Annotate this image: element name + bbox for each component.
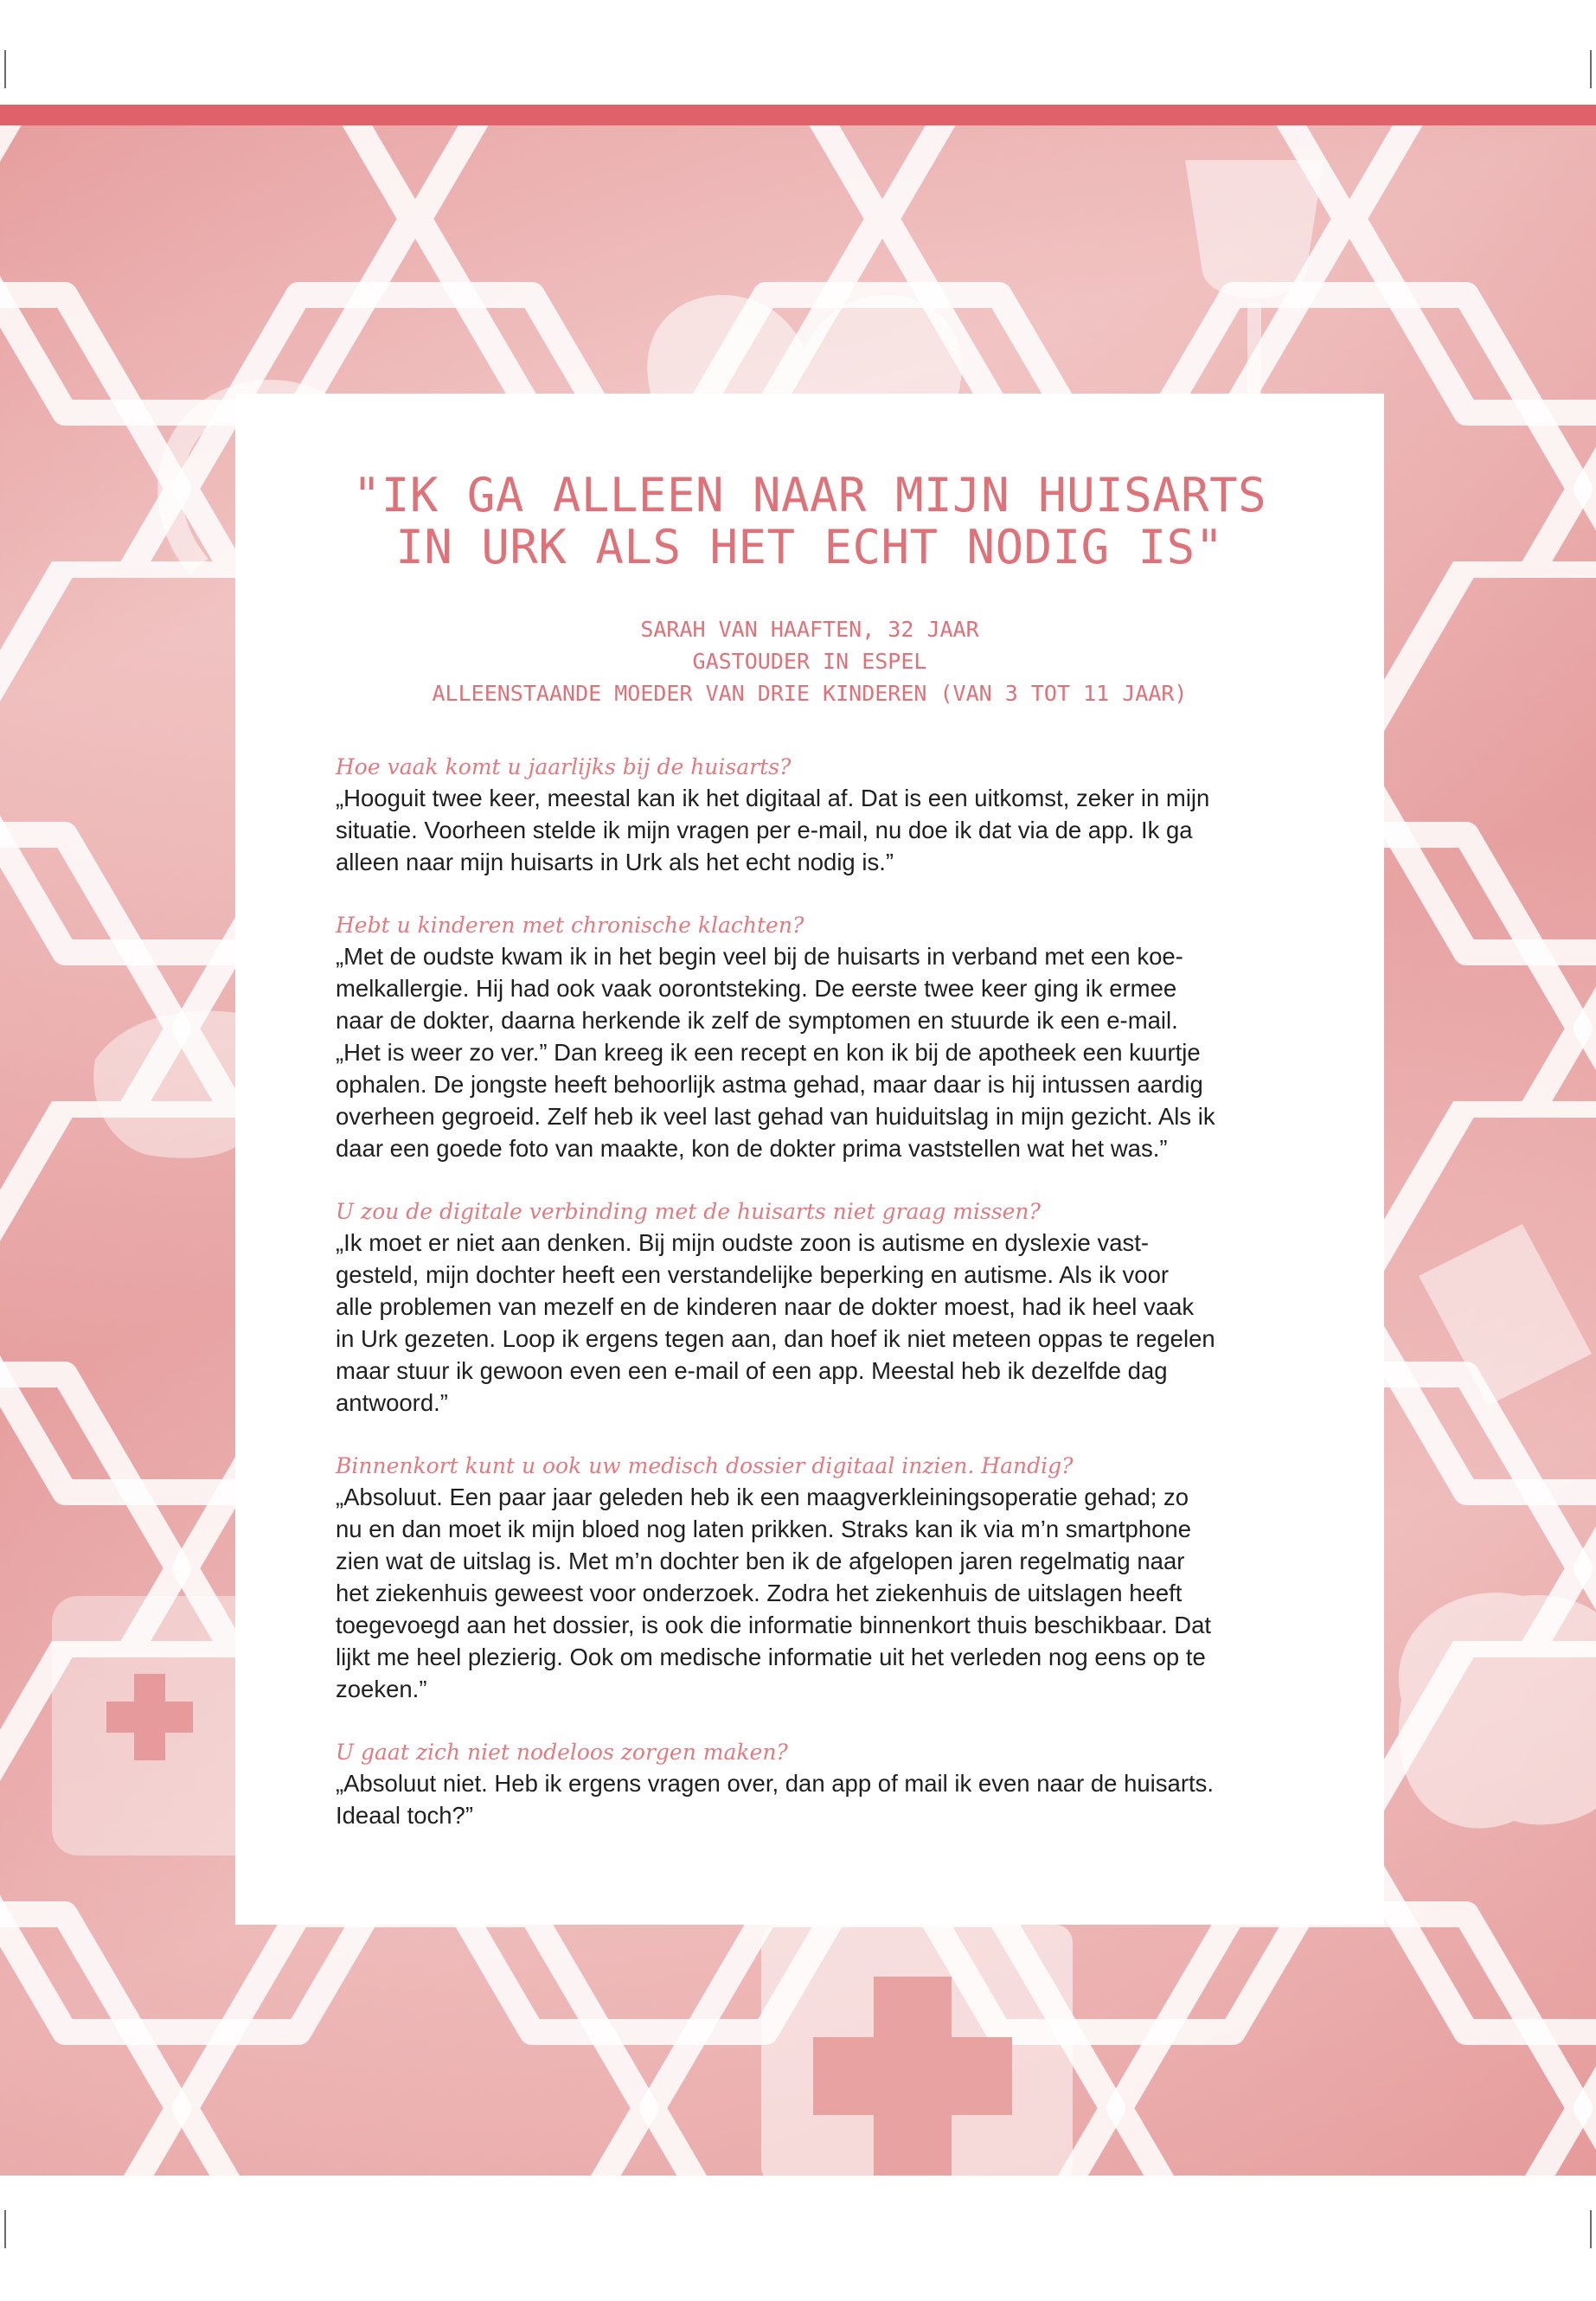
qa-block-5: [336, 1738, 1284, 1831]
answer-text: „Absoluut. Een paar jaar geleden heb ik een maagverkleiningsoperatie gehad; zo nu en dan moet ik mijn bloed nog laten prikken. Straks kan ik via m’n smartphone zien wat de uitslag is. Met m’n dochter ben ik de afgelopen jaren regelmatig naar het ziekenhuis geweest voor onderzoek. Zodra het ziekenhuis de uitslagen heeft toegevoegd aan het dossier, is ook die informatie binnenkort thuis beschikbaar. Dat lijkt me heel plezierig. Ook om medische informatie uit het verleden nog eens op te zoeken.”: [336, 1484, 1212, 1702]
qa-block-4: [336, 1452, 1284, 1705]
question-text: U zou de digitale verbinding met de huisarts niet graag missen?: [336, 1199, 1041, 1224]
byline: [336, 613, 1284, 709]
answer-text: „Absoluut niet. Heb ik ergens vragen over, dan app of mail ik even naar de huisarts. Ideaal toch?”: [336, 1770, 1215, 1829]
qa-block-1: [336, 753, 1284, 878]
title-line-2: IN URK ALS HET ECHT NODIG IS": [395, 520, 1224, 574]
qa-block-3: [336, 1197, 1284, 1419]
byline-name: SARAH VAN HAAFTEN, 32 JAAR: [640, 617, 979, 642]
top-accent-stripe: [0, 105, 1596, 125]
question-text: Hoe vaak komt u jaarlijks bij de huisarts?: [336, 754, 792, 779]
byline-occupation: GASTOUDER IN ESPEL: [692, 649, 927, 674]
article-title: [336, 470, 1284, 574]
title-line-1: "IK GA ALLEEN NAAR MIJN HUISARTS: [352, 468, 1267, 522]
answer-text: „Met de oudste kwam ik in het begin veel bij de huisarts in verband met een koe- melkallergie. Hij had ook vaak oorontsteking. De eerste twee keer ging ik ermee naar de dokter, daarna herkende ik zelf de symptomen en stuurde ik een e-mail. „Het is weer zo ver.” Dan kreeg ik een recept en kon ik bij de apotheek een kuurtje ophalen. De jongste heeft behoorlijk astma gehad, maar daar is hij intussen aardig overheen gegroeid. Zelf heb ik veel last gehad van huiduitslag in mijn gezicht. Als ik daar een goede foto van maakte, kon de dokter prima vaststellen wat het was.”: [336, 943, 1215, 1162]
qa-block-2: [336, 911, 1284, 1164]
crop-mark-top-left: [4, 50, 6, 88]
interview-panel: [235, 394, 1384, 1925]
crop-mark-bottom-right: [1590, 2210, 1592, 2248]
brain-icon: [1399, 1593, 1596, 1828]
crop-mark-top-right: [1590, 50, 1592, 88]
medical-cross-icon: [761, 1925, 1073, 2176]
answer-text: „Hooguit twee keer, meestal kan ik het digitaal af. Dat is een uitkomst, zeker in mijn situatie. Voorheen stelde ik mijn vragen per e-mail, nu doe ik dat via de app. Ik ga alleen naar mijn huisarts in Urk als het echt nodig is.”: [336, 785, 1210, 875]
byline-family: ALLEENSTAANDE MOEDER VAN DRIE KINDEREN (VAN 3 TOT 11 JAAR): [432, 681, 1188, 706]
question-text: Hebt u kinderen met chronische klachten?: [336, 913, 804, 938]
question-text: U gaat zich niet nodeloos zorgen maken?: [336, 1740, 788, 1765]
answer-text: „Ik moet er niet aan denken. Bij mijn oudste zoon is autisme en dyslexie vast- gesteld, mijn dochter heeft een verstandelijke beperking en autisme. Als ik voor alle problemen van mezelf en de kinderen naar de dokter moest, had ik heel vaak in Urk gezeten. Loop ik ergens tegen aan, dan hoef ik niet meteen oppas te regelen maar stuur ik gewoon even een e-mail of een app. Meestal heb ik dezelfde dag antwoord.”: [336, 1229, 1215, 1416]
question-text: Binnenkort kunt u ook uw medisch dossier digitaal inzien. Handig?: [336, 1453, 1074, 1478]
crop-mark-bottom-left: [4, 2210, 6, 2248]
